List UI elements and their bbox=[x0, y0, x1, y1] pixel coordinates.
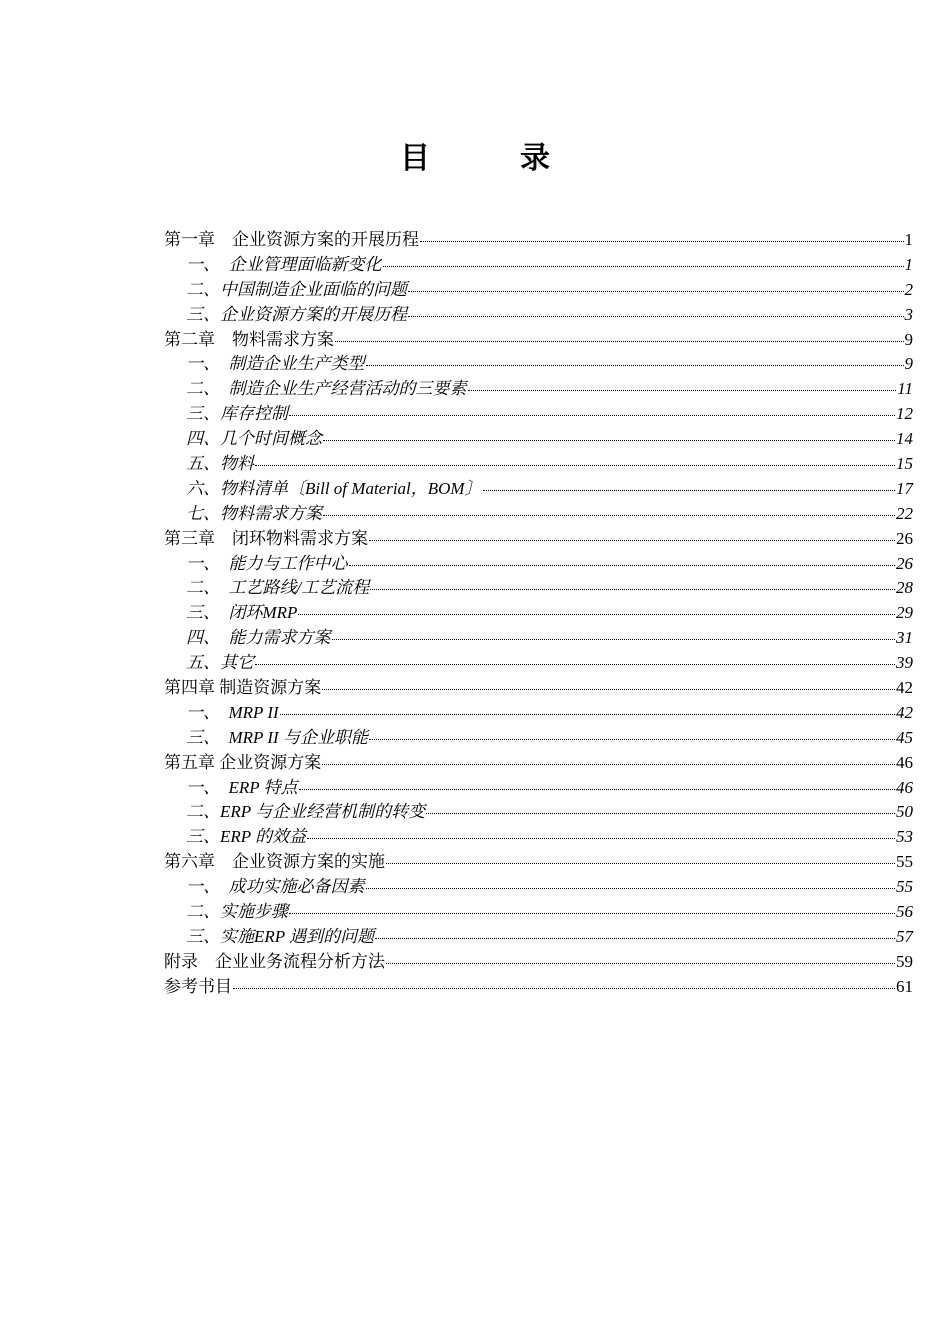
toc-entry-label: 五、物料 bbox=[186, 454, 254, 474]
toc-entry-label: 六、物料清单〔Bill of Material，BOM〕 bbox=[186, 478, 482, 498]
toc-entry-page-number: 1 bbox=[904, 254, 913, 274]
toc-entry-page-number: 46 bbox=[896, 752, 913, 772]
toc-section-entry[interactable] bbox=[164, 300, 913, 325]
toc-leader-dots bbox=[322, 747, 895, 765]
toc-section-entry[interactable] bbox=[164, 573, 913, 598]
toc-leader-dots bbox=[366, 871, 896, 889]
toc-leader-dots bbox=[369, 523, 895, 541]
toc-section-entry[interactable] bbox=[164, 922, 913, 947]
toc-entry-label: 第六章 企业资源方案的实施 bbox=[164, 852, 385, 872]
toc-entry-label: 附录 企业业务流程分析方法 bbox=[164, 951, 385, 971]
page-title-char-2: 录 bbox=[520, 142, 550, 175]
toc-entry-label: 四、 能力需求方案 bbox=[186, 628, 331, 648]
toc-entry-label: 三、库存控制 bbox=[186, 404, 288, 424]
toc-entry-label: 三、实施ERP 遇到的问题 bbox=[186, 926, 375, 946]
toc-section-entry[interactable] bbox=[164, 424, 913, 449]
toc-section-entry[interactable] bbox=[164, 797, 913, 822]
toc-entry-page-number: 31 bbox=[896, 628, 913, 648]
toc-entry-label: 三、 MRP II 与企业职能 bbox=[186, 727, 368, 747]
toc-leader-dots bbox=[383, 249, 904, 267]
toc-section-entry[interactable] bbox=[164, 275, 913, 300]
toc-leader-dots bbox=[307, 821, 895, 839]
toc-leader-dots bbox=[323, 498, 895, 516]
toc-entry-page-number: 17 bbox=[896, 478, 913, 498]
toc-entry-label: 一、 ERP 特点 bbox=[186, 777, 298, 797]
toc-entry-label: 一、 企业管理面临新变化 bbox=[186, 254, 382, 274]
toc-chapter-entry[interactable] bbox=[164, 947, 913, 972]
toc-entry-label: 二、 制造企业生产经营活动的三要素 bbox=[186, 379, 467, 399]
toc-leader-dots bbox=[255, 448, 895, 466]
toc-section-entry[interactable] bbox=[164, 474, 913, 499]
toc-entry-label: 第二章 物料需求方案 bbox=[164, 329, 334, 349]
toc-leader-dots bbox=[233, 971, 895, 989]
toc-entry-page-number: 50 bbox=[896, 802, 913, 822]
toc-section-entry[interactable] bbox=[164, 549, 913, 574]
toc-section-entry[interactable] bbox=[164, 822, 913, 847]
toc-section-entry[interactable] bbox=[164, 374, 913, 399]
toc-entry-label: 第三章 闭环物料需求方案 bbox=[164, 528, 368, 548]
toc-entry-page-number: 26 bbox=[896, 553, 913, 573]
toc-chapter-entry[interactable] bbox=[164, 972, 913, 997]
toc-entry-page-number: 42 bbox=[896, 702, 913, 722]
toc-leader-dots bbox=[468, 373, 897, 391]
toc-entry-page-number: 55 bbox=[896, 877, 913, 897]
toc-section-entry[interactable] bbox=[164, 897, 913, 922]
toc-section-entry[interactable] bbox=[164, 349, 913, 374]
toc-section-entry[interactable] bbox=[164, 698, 913, 723]
toc-leader-dots bbox=[298, 597, 895, 615]
toc-leader-dots bbox=[483, 473, 895, 491]
toc-section-entry[interactable] bbox=[164, 598, 913, 623]
toc-entry-page-number: 46 bbox=[896, 777, 913, 797]
toc-entry-page-number: 57 bbox=[896, 926, 913, 946]
toc-entry-page-number: 14 bbox=[896, 429, 913, 449]
toc-section-entry[interactable] bbox=[164, 648, 913, 673]
toc-entry-label: 四、几个时间概念 bbox=[186, 429, 322, 449]
toc-entry-label: 三、ERP 的效益 bbox=[186, 827, 307, 847]
toc-entry-label: 第一章 企业资源方案的开展历程 bbox=[164, 230, 419, 249]
toc-entry-page-number: 61 bbox=[896, 976, 913, 996]
toc-section-entry[interactable] bbox=[164, 773, 913, 798]
toc-leader-dots bbox=[386, 946, 895, 964]
toc-leader-dots bbox=[332, 622, 896, 640]
toc-leader-dots bbox=[370, 572, 895, 590]
toc-chapter-entry[interactable] bbox=[164, 748, 913, 773]
toc-entry-label: 二、实施步骤 bbox=[186, 902, 288, 922]
toc-leader-dots bbox=[323, 423, 895, 441]
toc-entry-page-number: 12 bbox=[896, 404, 913, 424]
toc-section-entry[interactable] bbox=[164, 250, 913, 275]
toc-section-entry[interactable] bbox=[164, 499, 913, 524]
toc-entry-page-number: 42 bbox=[896, 678, 913, 698]
toc-chapter-entry[interactable] bbox=[164, 225, 913, 250]
page-title bbox=[0, 133, 950, 177]
toc-entry-page-number: 28 bbox=[896, 578, 913, 598]
toc-entry-page-number: 59 bbox=[896, 951, 913, 971]
toc-section-entry[interactable] bbox=[164, 723, 913, 748]
toc-entry-label: 二、 工艺路线/工艺流程 bbox=[186, 578, 370, 598]
toc-entry-label: 一、 MRP II bbox=[186, 702, 279, 722]
toc-entry-page-number: 11 bbox=[897, 379, 913, 399]
toc-leader-dots bbox=[386, 846, 895, 864]
toc-entry-label: 三、 闭环MRP bbox=[186, 603, 298, 623]
toc-leader-dots bbox=[280, 697, 895, 715]
toc-entry-label: 二、ERP 与企业经营机制的转变 bbox=[186, 802, 426, 822]
toc-leader-dots bbox=[335, 324, 904, 342]
toc-entry-label: 第五章 企业资源方案 bbox=[164, 752, 322, 772]
toc-entry-page-number: 9 bbox=[904, 329, 913, 349]
toc-entry-label: 参考书目 bbox=[164, 976, 232, 996]
toc-leader-dots bbox=[289, 896, 895, 914]
toc-leader-dots bbox=[408, 274, 904, 292]
toc-leader-dots bbox=[426, 796, 895, 814]
toc-chapter-entry[interactable] bbox=[164, 325, 913, 350]
toc-entry-page-number: 9 bbox=[904, 354, 913, 374]
toc-entry-page-number: 22 bbox=[896, 503, 913, 523]
toc-section-entry[interactable] bbox=[164, 623, 913, 648]
toc-entry-page-number: 56 bbox=[896, 902, 913, 922]
toc-leader-dots bbox=[322, 672, 895, 690]
toc-entry-label: 一、 成功实施必备因素 bbox=[186, 877, 365, 897]
toc-leader-dots bbox=[369, 722, 895, 740]
toc-section-entry[interactable] bbox=[164, 872, 913, 897]
toc-entry-label: 二、中国制造企业面临的问题 bbox=[186, 279, 407, 299]
toc-chapter-entry[interactable] bbox=[164, 524, 913, 549]
toc-entry-page-number: 45 bbox=[896, 727, 913, 747]
toc-entry-page-number: 29 bbox=[896, 603, 913, 623]
toc-leader-dots bbox=[375, 921, 895, 939]
toc-entry-label: 七、物料需求方案 bbox=[186, 503, 322, 523]
toc-leader-dots bbox=[289, 398, 895, 416]
toc-entry-page-number: 53 bbox=[896, 827, 913, 847]
toc-leader-dots bbox=[255, 647, 895, 665]
toc-entry-page-number: 3 bbox=[904, 304, 913, 324]
toc-entry-page-number: 2 bbox=[904, 279, 913, 299]
toc-entry-label: 一、 能力与工作中心 bbox=[186, 553, 348, 573]
toc-entry-label: 一、 制造企业生产类型 bbox=[186, 354, 365, 374]
toc-entry-page-number: 26 bbox=[896, 528, 913, 548]
toc-entry-label: 第四章 制造资源方案 bbox=[164, 678, 322, 698]
toc-chapter-entry[interactable] bbox=[164, 673, 913, 698]
page-title-char-1: 目 bbox=[400, 142, 430, 175]
toc-leader-dots bbox=[349, 548, 896, 566]
toc-leader-dots bbox=[366, 348, 904, 366]
toc-leader-dots bbox=[408, 299, 904, 317]
toc-entry-page-number: 1 bbox=[904, 230, 913, 249]
toc-entry-page-number: 39 bbox=[896, 653, 913, 673]
toc-entry-label: 三、企业资源方案的开展历程 bbox=[186, 304, 407, 324]
toc-entry-page-number: 55 bbox=[896, 852, 913, 872]
toc-leader-dots bbox=[420, 224, 904, 242]
toc-chapter-entry[interactable] bbox=[164, 847, 913, 872]
table-of-contents bbox=[164, 225, 913, 997]
toc-entry-label: 五、其它 bbox=[186, 653, 254, 673]
toc-leader-dots bbox=[299, 772, 895, 790]
toc-section-entry[interactable] bbox=[164, 449, 913, 474]
toc-section-entry[interactable] bbox=[164, 399, 913, 424]
toc-entry-page-number: 15 bbox=[896, 454, 913, 474]
